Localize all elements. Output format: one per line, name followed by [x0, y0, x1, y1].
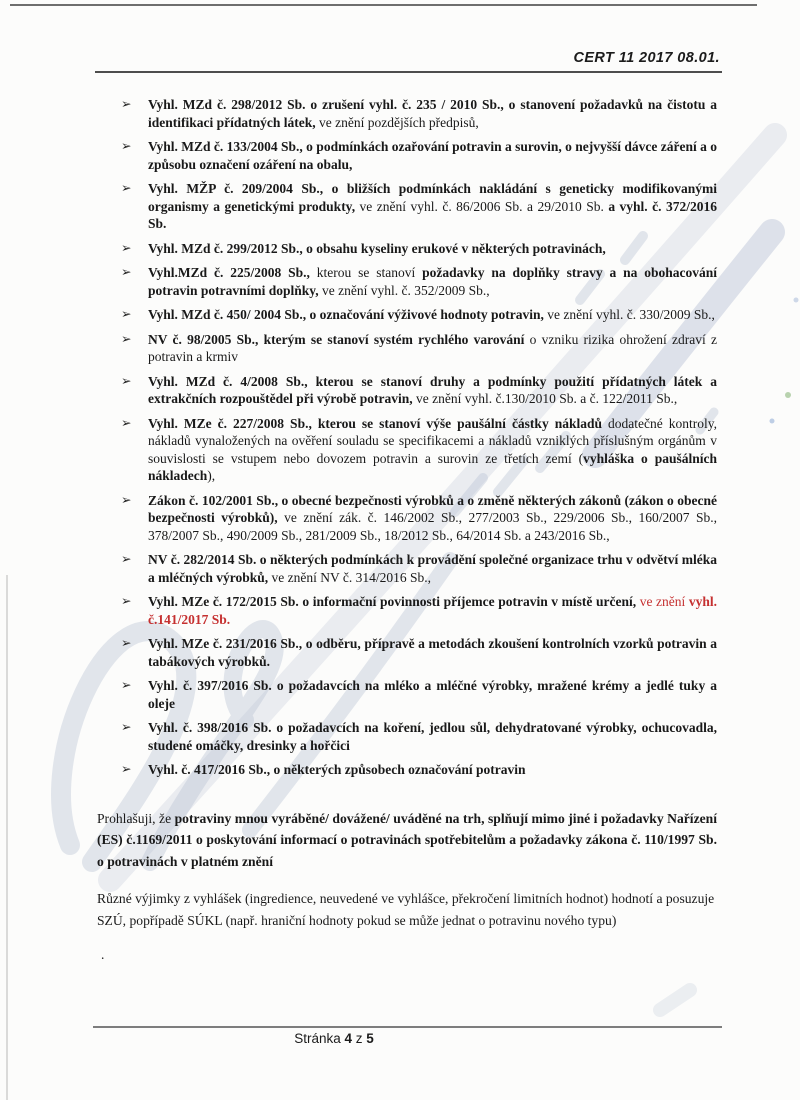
text-segment: Vyhl. MZe č. 231/2016 Sb., o odběru, přípravě a metodách zkoušení kontrolních vzorků potravin a tabákových výrobků. — [148, 636, 717, 669]
closing-paragraphs — [97, 808, 717, 964]
list-item-text — [148, 635, 717, 670]
text-segment: Zákon č. 102/2001 Sb., o obecné bezpečnosti výrobků a o změně některých zákonů (zákon o obecné bezpečnosti výrobků), — [148, 492, 717, 525]
stray-period: . — [101, 947, 105, 962]
arrow-bullet-icon: ➢ — [121, 181, 132, 195]
document-code: CERT 11 2017 08.01. — [573, 50, 720, 66]
list-item-text — [148, 138, 717, 173]
list-item-text — [148, 96, 717, 131]
text-segment: ve znění vyhl. č.130/2010 Sb. a č. 122/2011 Sb., — [416, 391, 678, 406]
arrow-bullet-icon: ➢ — [121, 373, 132, 388]
list-item — [97, 551, 717, 586]
page-number — [0, 1031, 734, 1046]
text-segment: ve znění — [639, 594, 689, 609]
exceptions-paragraph — [97, 888, 717, 931]
document-body — [97, 96, 717, 963]
text-segment: Vyhl. MZd č. 4/2008 Sb., kterou se stanoví druhy a podmínky použití přídatných látek a extrakčních rozpouštědel při výrobě potravin, — [148, 373, 717, 406]
text-segment: Vyhl. MŽP č. 209/2004 Sb., o bližších podmínkách nakládání s geneticky modifikovanými organismy a genetickými produkty, — [148, 181, 717, 214]
text-segment: Vyhl. MZd č. 133/2004 Sb., o podmínkách ozařování potravin a surovin, o nejvyšší dávce záření a o způsobu označení ozáření na obalu, — [148, 139, 717, 172]
list-item — [97, 415, 717, 485]
arrow-bullet-icon: ➢ — [121, 594, 132, 608]
text-segment: ve znění vyhl. č. 330/2009 Sb., — [547, 307, 715, 322]
text-segment: a vyhl. č. 372/2016 Sb. — [148, 198, 717, 231]
text-segment: Vyhl. MZd č. 299/2012 Sb., o obsahu kyseliny erukové v některých potravinách, — [148, 240, 606, 256]
arrow-bullet-icon: ➢ — [121, 240, 132, 255]
list-item-text — [148, 373, 717, 408]
list-item — [97, 306, 717, 324]
list-item-text — [148, 415, 717, 485]
scan-edge-line-left — [6, 575, 8, 1100]
list-item-text — [148, 306, 717, 324]
text-segment: 5 — [366, 1031, 374, 1046]
arrow-bullet-icon: ➢ — [121, 636, 132, 650]
text-segment: vyhl. č.141/2017 Sb. — [148, 594, 717, 627]
arrow-bullet-icon: ➢ — [121, 762, 132, 776]
list-item — [97, 635, 717, 670]
text-segment: ve znění vyhl. č. 86/2006 Sb. a 29/2010 Sb. — [359, 198, 609, 214]
text-segment: dodatečné kontroly, nákladů vynaložených na ověření souladu se specifikacemi a nákladů vzniklých příslušným orgánům v souvislosti se vstupem nebo dovozem potravin a surovin ze třetích zemí ( — [148, 415, 717, 466]
text-segment: Vyhl. MZd č. 450/ 2004 Sb., o označování výživové hodnoty potravin, — [148, 307, 548, 322]
arrow-bullet-icon: ➢ — [121, 265, 132, 279]
arrow-bullet-icon: ➢ — [121, 492, 132, 507]
text-segment: Vyhl. č. 417/2016 Sb., o některých způsobech označování potravin — [148, 762, 526, 777]
arrow-bullet-icon: ➢ — [121, 678, 132, 692]
text-segment: o vzniku rizika ohrožení zdraví z potravin a krmiv — [148, 331, 717, 364]
text-segment: ve znění pozdějších předpisů, — [319, 114, 479, 130]
text-segment: ve znění vyhl. č. 352/2009 Sb., — [322, 282, 490, 298]
text-segment: ve znění zák. č. 146/2002 Sb., 277/2003 Sb., 229/2006 Sb., 160/2007 Sb., 378/2007 Sb., 490/2009 Sb., 281/2009 Sb., 18/2012 Sb., 64/2014 Sb. a 243/2016 Sb., — [148, 510, 717, 543]
list-item — [97, 240, 717, 258]
arrow-bullet-icon: ➢ — [121, 97, 132, 111]
arrow-bullet-icon: ➢ — [121, 552, 132, 566]
text-segment: potraviny mnou vyráběné/ dovážené/ uváděné na trh, splňují mimo jiné i požadavky Nařízení (ES) č.1169/2011 o poskytování informací o potravinách spotřebitelům a požadavky zákona č. 110/1997 Sb. o potravinách v platném znění — [97, 810, 717, 869]
arrow-bullet-icon: ➢ — [121, 415, 132, 430]
text-segment: kterou se stanoví — [316, 265, 423, 280]
list-item-text — [148, 551, 717, 586]
text-segment: požadavky na doplňky stravy a na obohacování potravin potravními doplňky, — [148, 265, 718, 298]
list-item — [97, 492, 717, 545]
text-segment: Různé výjimky z vyhlášek (ingredience, neuvedené ve vyhlášce, překročení limitních hodnot) hodnotí a posuzuje SZÚ, popřípadě SÚKL (např. hraniční hodnoty pokud se může jednat o potravinu nového typu) — [97, 891, 715, 928]
text-segment: Vyhl. MZe č. 172/2015 Sb. o informační povinnosti příjemce potravin v místě určení, — [148, 594, 640, 609]
list-item — [97, 180, 717, 233]
header-divider — [95, 71, 722, 73]
text-segment: Vyhl. č. 398/2016 Sb. o požadavcích na koření, jedlou sůl, dehydratované výrobky, ochucovadla, studené omáčky, dresinky a hořčici — [148, 720, 717, 753]
text-segment: 4 — [344, 1031, 352, 1046]
text-segment: Vyhl. č. 397/2016 Sb. o požadavcích na mléko a mléčné výrobky, mražené krémy a jedlé tuky a oleje — [148, 678, 717, 711]
text-segment: vyhláška o paušálních nákladech — [148, 450, 717, 483]
list-item — [97, 719, 717, 754]
list-item-text — [148, 240, 717, 258]
arrow-bullet-icon: ➢ — [121, 307, 132, 321]
list-item — [97, 761, 717, 779]
list-item — [97, 373, 717, 408]
list-item-text — [148, 492, 717, 545]
list-item — [97, 677, 717, 712]
text-segment: Stránka — [294, 1031, 345, 1046]
list-item-text — [148, 180, 717, 233]
list-item — [97, 138, 717, 173]
text-segment: Vyhl. MZe č. 227/2008 Sb., kterou se stanoví výše paušální částky nákladů — [148, 415, 609, 431]
footer-divider — [93, 1026, 722, 1028]
list-item-text — [148, 761, 717, 779]
arrow-bullet-icon: ➢ — [121, 720, 132, 734]
declaration-paragraph — [97, 808, 717, 873]
list-item-text — [148, 593, 717, 628]
text-segment: NV č. 282/2014 Sb. o některých podmínkách k provádění společné organizace trhu v odvětví mléka a mléčných výrobků, — [148, 552, 717, 585]
regulation-list — [97, 96, 717, 779]
text-segment: z — [352, 1031, 367, 1046]
list-item-text — [148, 719, 717, 754]
list-item — [97, 264, 717, 299]
text-segment: ), — [207, 468, 216, 483]
list-item-text — [148, 677, 717, 712]
arrow-bullet-icon: ➢ — [121, 139, 132, 153]
text-segment: NV č. 98/2005 Sb., kterým se stanoví systém rychlého varování — [148, 331, 530, 347]
list-item-text — [148, 264, 717, 299]
text-segment: Vyhl. MZd č. 298/2012 Sb. o zrušení vyhl. č. 235 / 2010 Sb., o stanovení požadavků na čistotu a identifikaci přídatných látek, — [148, 97, 717, 130]
list-item — [97, 593, 717, 628]
list-item — [97, 96, 717, 131]
list-item — [97, 331, 717, 366]
text-segment: Vyhl.MZd č. 225/2008 Sb., — [148, 265, 317, 280]
list-item-text — [148, 331, 717, 366]
scan-edge-line-top — [10, 4, 757, 6]
arrow-bullet-icon: ➢ — [121, 331, 132, 346]
text-segment: Prohlašuji, že — [97, 810, 175, 826]
text-segment: ve znění NV č. 314/2016 Sb., — [271, 569, 431, 585]
